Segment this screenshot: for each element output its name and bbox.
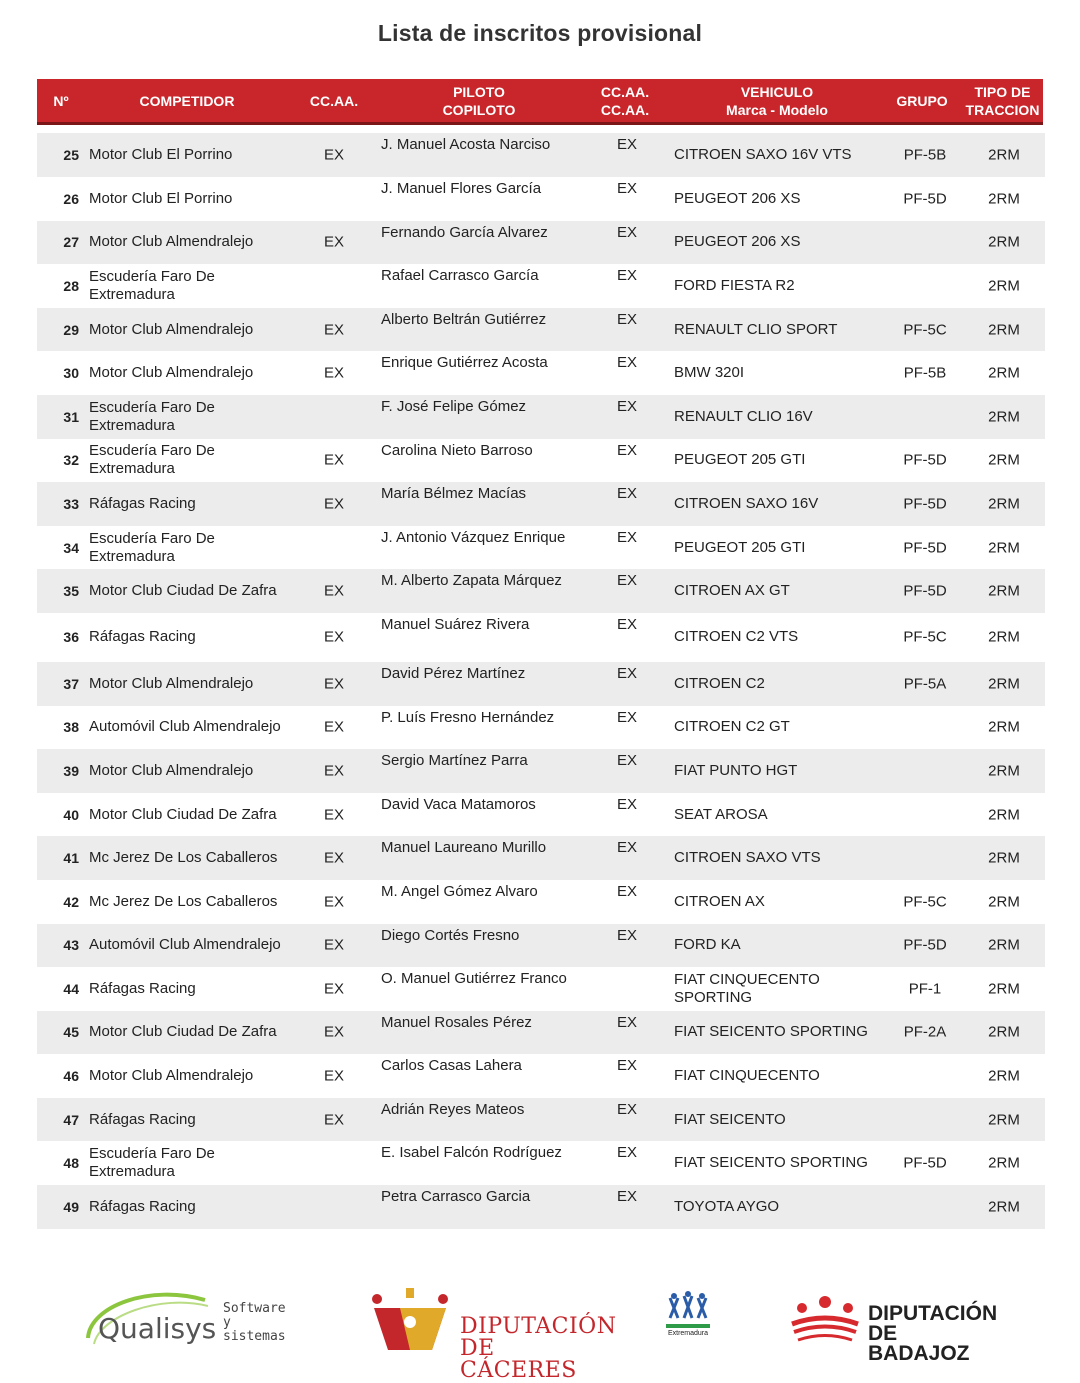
ccaa1-cell: EX — [324, 936, 345, 954]
ccaa1-cell: EX — [324, 1111, 345, 1129]
vehicle-cell: PEUGEOT 205 GTI — [674, 451, 806, 469]
competitor-cell: Ráfagas Racing — [89, 494, 196, 512]
group-cell: PF-1 — [908, 980, 942, 998]
traction-cell: 2RM — [988, 1067, 1020, 1085]
table-row — [37, 613, 1045, 662]
ccaa2-cell: EX — [617, 223, 638, 241]
header-competidor: COMPETIDOR — [139, 92, 235, 109]
ccaa1-cell: EX — [324, 893, 345, 911]
ccaa1-cell: EX — [324, 495, 345, 513]
competitor-cell: Escudería Faro De Extremadura — [89, 1145, 215, 1181]
table-row — [37, 924, 1045, 968]
ccaa1-cell: EX — [324, 628, 345, 646]
pilot-cell: J. Manuel Acosta Narciso — [381, 136, 551, 153]
traction-cell: 2RM — [988, 1111, 1020, 1129]
competitor-cell: Mc Jerez De Los Caballeros — [89, 892, 278, 910]
row-number: 27 — [63, 234, 79, 251]
table-row — [37, 749, 1045, 793]
traction-cell: 2RM — [988, 1198, 1020, 1216]
ccaa2-cell: EX — [617, 397, 638, 415]
group-cell: PF-2A — [903, 1023, 947, 1041]
competitor-cell: Mc Jerez De Los Caballeros — [89, 849, 278, 867]
pilot-cell: J. Manuel Flores García — [381, 180, 542, 197]
vehicle-cell: RENAULT CLIO SPORT — [674, 320, 838, 338]
traction-cell: 2RM — [988, 806, 1020, 824]
row-number: 37 — [63, 675, 79, 692]
ccaa2-cell: EX — [617, 180, 638, 197]
pilot-cell: Petra Carrasco Garcia — [381, 1188, 531, 1206]
vehicle-cell: CITROEN AX GT — [674, 582, 790, 600]
table-row — [37, 264, 1045, 308]
vehicle-cell: BMW 320I — [674, 364, 745, 382]
caceres-logo — [370, 1286, 617, 1383]
vehicle-cell: CITROEN SAXO 16V — [674, 494, 819, 512]
competitor-cell: Escudería Faro De Extremadura — [89, 529, 215, 565]
table-row — [37, 177, 1045, 221]
pilot-cell: Manuel Suárez Rivera — [381, 615, 530, 633]
group-cell: PF-5C — [903, 893, 947, 911]
competitor-cell: Escudería Faro De Extremadura — [89, 267, 215, 303]
traction-cell: 2RM — [988, 190, 1020, 208]
traction-cell: 2RM — [988, 495, 1020, 513]
ccaa1-cell: EX — [324, 718, 345, 736]
row-number: 26 — [63, 190, 79, 207]
vehicle-cell: CITROEN SAXO 16V VTS — [674, 146, 852, 163]
pilot-cell: Rafael Carrasco García — [381, 267, 539, 285]
traction-cell: 2RM — [988, 893, 1020, 911]
traction-cell: 2RM — [988, 762, 1020, 780]
row-number: 30 — [63, 365, 79, 382]
group-cell: PF-5C — [903, 628, 947, 646]
caceres-wordmark: DIPUTACIÓN DE CÁCERES — [460, 1314, 617, 1383]
row-number: 25 — [63, 147, 79, 163]
footer-logos — [0, 1280, 1080, 1383]
group-cell: PF-5B — [903, 364, 947, 382]
header-ccaa1: CC.AA. — [309, 92, 359, 109]
ccaa2-cell: EX — [617, 572, 638, 590]
table-row — [37, 793, 1045, 837]
ccaa2-cell: EX — [617, 708, 638, 726]
vehicle-cell: FIAT SEICENTO — [674, 1110, 786, 1128]
ccaa1-cell: EX — [324, 675, 345, 693]
table-row — [37, 1098, 1045, 1142]
group-cell: PF-5D — [903, 1154, 947, 1172]
traction-cell: 2RM — [988, 233, 1020, 251]
competitor-cell: Motor Club Almendralejo — [89, 233, 254, 251]
table-row — [37, 569, 1045, 613]
pilot-cell: M. Angel Gómez Alvaro — [381, 882, 538, 900]
row-number: 38 — [63, 719, 79, 736]
ccaa1-cell: EX — [324, 451, 345, 469]
table-header — [37, 79, 1043, 122]
table-row — [37, 1011, 1045, 1055]
badajoz-emblem-icon — [790, 1294, 860, 1346]
competitor-cell: Ráfagas Racing — [89, 628, 196, 646]
row-number: 49 — [63, 1198, 79, 1215]
pilot-cell: Fernando García Alvarez — [381, 223, 548, 241]
competitor-cell: Motor Club El Porrino — [89, 189, 233, 207]
badajoz-logo — [790, 1294, 1000, 1365]
table-row — [37, 967, 1045, 1011]
vehicle-cell: CITROEN C2 GT — [674, 718, 790, 736]
table-row — [37, 880, 1045, 924]
extremadura-logo — [660, 1290, 716, 1350]
vehicle-cell: SEAT AROSA — [674, 805, 768, 823]
traction-cell: 2RM — [988, 539, 1020, 557]
pilot-cell: Diego Cortés Fresno — [381, 926, 520, 944]
ccaa2-cell: EX — [617, 1100, 638, 1118]
pilot-cell: F. José Felipe Gómez — [381, 397, 527, 415]
vehicle-cell: CITROEN C2 VTS — [674, 628, 799, 646]
row-number: 48 — [63, 1155, 79, 1172]
qualisys-wordmark: Qualisys — [98, 1312, 217, 1345]
traction-cell: 2RM — [988, 980, 1020, 998]
vehicle-cell: FIAT CINQUECENTO — [674, 1067, 820, 1085]
traction-cell: 2RM — [988, 582, 1020, 600]
ccaa2-cell: EX — [617, 267, 638, 285]
pilot-cell: David Pérez Martínez — [381, 664, 526, 682]
table-row — [37, 395, 1045, 439]
extremadura-figures-icon — [660, 1290, 716, 1330]
vehicle-cell: TOYOTA AYGO — [674, 1197, 780, 1215]
traction-cell: 2RM — [988, 675, 1020, 693]
vehicle-cell: CITROEN C2 — [674, 674, 765, 692]
ccaa2-cell: EX — [617, 1057, 638, 1075]
ccaa2-cell: EX — [617, 926, 638, 944]
group-cell: PF-5D — [903, 451, 947, 469]
ccaa1-cell: EX — [324, 233, 345, 251]
table-body — [37, 133, 1045, 1229]
traction-cell: 2RM — [988, 1154, 1020, 1172]
extremadura-wordmark: Extremadura — [667, 1330, 709, 1337]
pilot-cell: M. Alberto Zapata Márquez — [381, 572, 562, 590]
vehicle-cell: PEUGEOT 206 XS — [674, 233, 801, 251]
vehicle-cell: CITROEN SAXO VTS — [674, 849, 821, 867]
competitor-cell: Motor Club Ciudad De Zafra — [89, 582, 277, 600]
qualisys-logo — [80, 1286, 300, 1350]
table-row — [37, 706, 1045, 750]
caceres-emblem-icon — [370, 1286, 450, 1350]
ccaa2-cell: EX — [617, 882, 638, 900]
ccaa2-cell: EX — [617, 485, 638, 503]
ccaa2-cell: EX — [617, 752, 638, 770]
vehicle-cell: FIAT SEICENTO SPORTING — [674, 1023, 868, 1041]
page-title: Lista de inscritos provisional — [377, 20, 703, 46]
traction-cell: 2RM — [988, 277, 1020, 295]
traction-cell: 2RM — [988, 1023, 1020, 1041]
ccaa2-cell: EX — [617, 310, 638, 328]
row-number: 43 — [63, 937, 79, 954]
table-row — [37, 308, 1045, 352]
group-cell: PF-5A — [903, 675, 947, 693]
header-piloto: PILOTO COPILOTO — [442, 83, 516, 118]
pilot-cell: Manuel Rosales Pérez — [381, 1013, 532, 1031]
competitor-cell: Motor Club Almendralejo — [89, 364, 254, 382]
pilot-cell: María Bélmez Macías — [381, 485, 527, 503]
row-number: 36 — [63, 629, 79, 646]
group-cell: PF-5D — [903, 582, 947, 600]
traction-cell: 2RM — [988, 408, 1020, 426]
pilot-cell: Enrique Gutiérrez Acosta — [381, 354, 548, 372]
ccaa2-cell: EX — [617, 839, 638, 857]
pilot-cell: Carolina Nieto Barroso — [381, 441, 533, 459]
ccaa1-cell: EX — [324, 1023, 345, 1041]
ccaa2-cell: EX — [617, 795, 638, 813]
ccaa1-cell: EX — [324, 364, 345, 382]
pilot-cell: Carlos Casas Lahera — [381, 1057, 522, 1075]
competitor-cell: Motor Club Ciudad De Zafra — [89, 1023, 277, 1041]
traction-cell: 2RM — [988, 849, 1020, 867]
traction-cell: 2RM — [988, 718, 1020, 736]
row-number: 45 — [63, 1024, 79, 1041]
traction-cell: 2RM — [988, 936, 1020, 954]
table-row — [37, 1054, 1045, 1098]
row-number: 42 — [63, 893, 79, 910]
ccaa1-cell: EX — [324, 849, 345, 867]
row-number: 46 — [63, 1068, 79, 1085]
vehicle-cell: CITROEN AX — [674, 892, 765, 910]
vehicle-cell: FIAT PUNTO HGT — [674, 761, 798, 779]
ccaa2-cell: EX — [617, 1188, 638, 1206]
table-row — [37, 221, 1045, 265]
table-row — [37, 351, 1045, 395]
header-ccaa2: CC.AA. CC.AA. — [600, 83, 650, 118]
competitor-cell: Motor Club Almendralejo — [89, 320, 254, 338]
competitor-cell: Automóvil Club Almendralejo — [89, 936, 281, 954]
group-cell: PF-5C — [903, 321, 947, 339]
table-row — [37, 836, 1045, 880]
competitor-cell: Motor Club El Porrino — [89, 146, 233, 163]
vehicle-cell: FIAT SEICENTO SPORTING — [674, 1154, 868, 1172]
vehicle-cell: PEUGEOT 205 GTI — [674, 538, 806, 556]
row-number: 34 — [63, 539, 79, 556]
competitor-cell: Motor Club Ciudad De Zafra — [89, 805, 277, 823]
row-number: 40 — [63, 806, 79, 823]
qualisys-tagline: Software y sistemas — [223, 1301, 286, 1344]
ccaa1-cell: EX — [324, 980, 345, 998]
vehicle-cell: FIAT CINQUECENTO SPORTING — [674, 970, 820, 1006]
ccaa1-cell: EX — [324, 762, 345, 780]
competitor-cell: Motor Club Almendralejo — [89, 1067, 254, 1085]
vehicle-cell: PEUGEOT 206 XS — [674, 189, 801, 207]
row-number: 28 — [63, 277, 79, 294]
pilot-cell: E. Isabel Falcón Rodríguez — [381, 1144, 562, 1162]
ccaa2-cell: EX — [617, 1013, 638, 1031]
traction-cell: 2RM — [988, 451, 1020, 469]
pilot-cell: P. Luís Fresno Hernández — [381, 708, 555, 726]
row-number: 35 — [63, 583, 79, 600]
ccaa2-cell: EX — [617, 354, 638, 372]
pilot-cell: Adrián Reyes Mateos — [381, 1100, 525, 1118]
ccaa1-cell: EX — [324, 806, 345, 824]
header-num: Nº — [53, 92, 69, 109]
competitor-cell: Automóvil Club Almendralejo — [89, 718, 281, 736]
competitor-cell: Escudería Faro De Extremadura — [89, 398, 215, 434]
badajoz-wordmark: DIPUTACIÓN DE BADAJOZ — [868, 1302, 998, 1365]
traction-cell: 2RM — [988, 321, 1020, 339]
ccaa2-cell: EX — [617, 1144, 638, 1162]
ccaa2-cell: EX — [617, 615, 638, 633]
competitor-cell: Ráfagas Racing — [89, 1110, 196, 1128]
group-cell: PF-5D — [903, 190, 947, 208]
ccaa1-cell: EX — [324, 582, 345, 600]
ccaa1-cell: EX — [324, 146, 345, 164]
group-cell: PF-5B — [903, 146, 947, 164]
competitor-cell: Ráfagas Racing — [89, 979, 196, 997]
ccaa2-cell: EX — [617, 528, 638, 546]
row-number: 39 — [63, 762, 79, 779]
table-row — [37, 662, 1045, 706]
table-row — [37, 526, 1045, 570]
table-row — [37, 1185, 1045, 1229]
table-row — [37, 1141, 1045, 1185]
group-cell: PF-5D — [903, 539, 947, 557]
table-row — [37, 482, 1045, 526]
ccaa2-cell: EX — [617, 664, 638, 682]
ccaa1-cell: EX — [324, 321, 345, 339]
header-grupo: GRUPO — [896, 92, 948, 109]
row-number: 31 — [63, 408, 79, 425]
competitor-cell: Escudería Faro De Extremadura — [89, 442, 215, 478]
group-cell: PF-5D — [903, 495, 947, 513]
traction-cell: 2RM — [988, 364, 1020, 382]
vehicle-cell: FORD KA — [674, 936, 741, 954]
row-number: 32 — [63, 452, 79, 469]
traction-cell: 2RM — [988, 628, 1020, 646]
pilot-cell: Alberto Beltrán Gutiérrez — [381, 310, 547, 328]
competitor-cell: Motor Club Almendralejo — [89, 761, 254, 779]
row-number: 29 — [63, 321, 79, 338]
row-number: 44 — [63, 980, 79, 997]
competitor-cell: Motor Club Almendralejo — [89, 674, 254, 692]
vehicle-cell: FORD FIESTA R2 — [674, 276, 795, 294]
pilot-cell: J. Antonio Vázquez Enrique — [381, 528, 566, 546]
header-vehiculo: VEHICULO Marca - Modelo — [726, 83, 828, 118]
row-number: 33 — [63, 495, 79, 512]
pilot-cell: Sergio Martínez Parra — [381, 752, 528, 770]
header-traccion: TIPO DE TRACCION — [965, 83, 1040, 118]
ccaa2-cell: EX — [617, 136, 638, 153]
row-number: 47 — [63, 1111, 79, 1128]
ccaa2-cell: EX — [617, 441, 638, 459]
pilot-cell: David Vaca Matamoros — [381, 795, 536, 813]
table-row — [37, 439, 1045, 483]
pilot-cell: O. Manuel Gutiérrez Franco — [381, 970, 567, 988]
group-cell: PF-5D — [903, 936, 947, 954]
ccaa1-cell: EX — [324, 1067, 345, 1085]
table-row — [37, 133, 1045, 177]
competitor-cell: Ráfagas Racing — [89, 1197, 196, 1215]
row-number: 41 — [63, 850, 79, 867]
vehicle-cell: RENAULT CLIO 16V — [674, 407, 813, 425]
pilot-cell: Manuel Laureano Murillo — [381, 839, 547, 857]
traction-cell: 2RM — [988, 146, 1020, 164]
